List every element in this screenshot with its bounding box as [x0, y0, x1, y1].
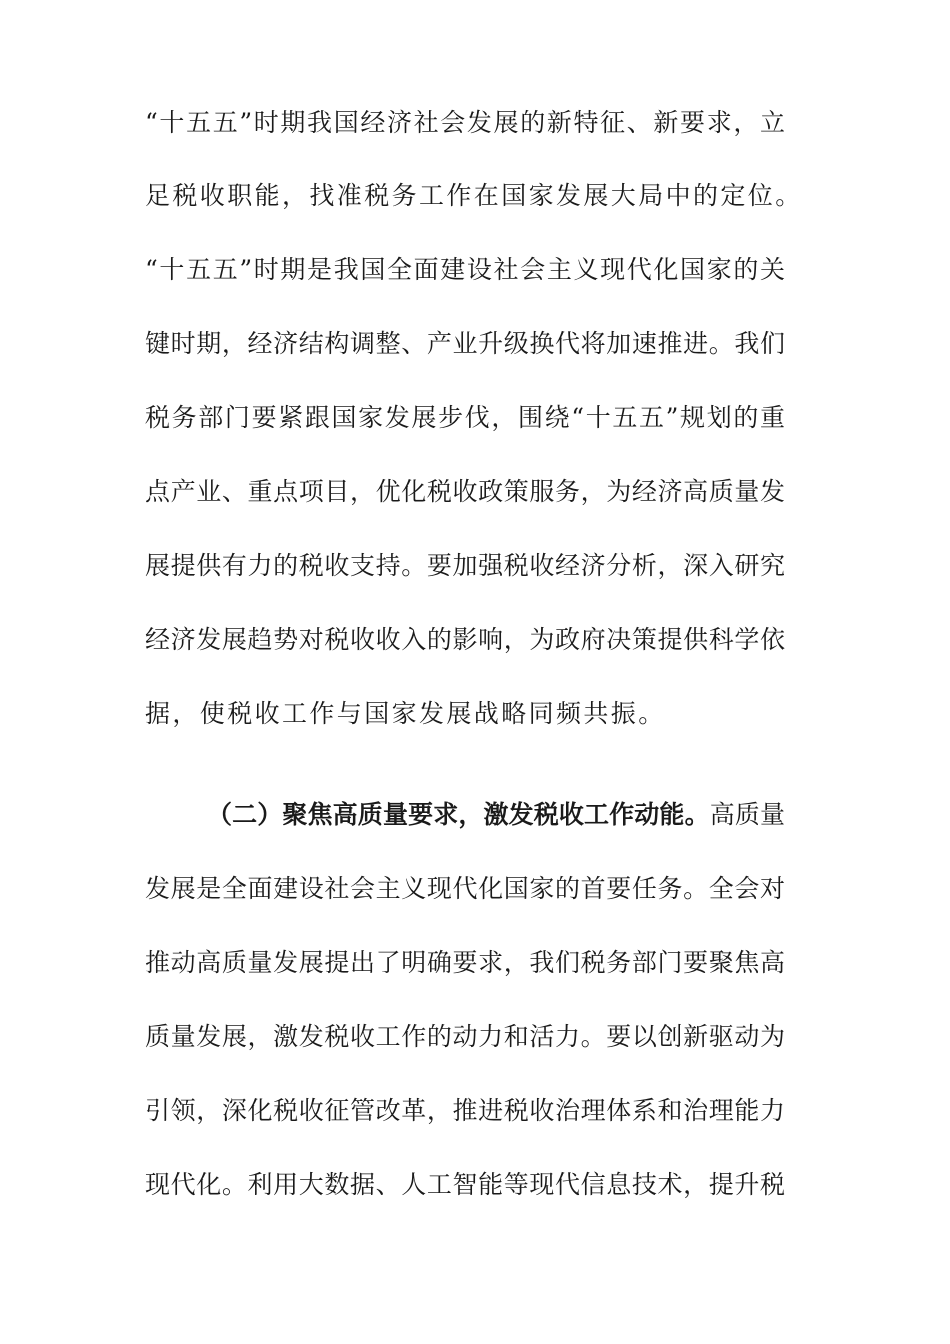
text-line: 据，使税收工作与国家发展战略同频共振。 [145, 699, 666, 728]
text-line: 现代化。利用大数据、人工智能等现代信息技术，提升税 [145, 1170, 785, 1199]
text-line: “十五五”时期我国经济社会发展的新特征、新要求，立 [145, 108, 785, 137]
text-line: 推动高质量发展提出了明确要求，我们税务部门要聚焦高 [145, 948, 785, 977]
text-line: 足税收职能，找准税务工作在国家发展大局中的定位。 [145, 181, 803, 210]
text-line: 键时期，经济结构调整、产业升级换代将加速推进。我们 [145, 329, 785, 358]
text-line: 质量发展，激发税收工作的动力和活力。要以创新驱动为 [145, 1022, 785, 1051]
text-line: 税务部门要紧跟国家发展步伐，围绕“十五五”规划的重 [145, 403, 785, 432]
text-line: 经济发展趋势对税收收入的影响，为政府决策提供科学依 [145, 625, 785, 654]
text-line: “十五五”时期是我国全面建设社会主义现代化国家的关 [145, 255, 785, 284]
text-line: 发展是全面建设社会主义现代化国家的首要任务。全会对 [145, 874, 785, 903]
text-line: 引领，深化税收征管改革，推进税收治理体系和治理能力 [145, 1096, 785, 1125]
text-line: 展提供有力的税收支持。要加强税收经济分析，深入研究 [145, 551, 785, 580]
text-line: 点产业、重点项目，优化税收政策服务，为经济高质量发 [145, 477, 785, 506]
section-heading-line [207, 795, 785, 835]
section-heading-tail: 高质量 [709, 800, 785, 829]
section-heading: （二）聚焦高质量要求，激发税收工作动能。 [207, 800, 710, 829]
